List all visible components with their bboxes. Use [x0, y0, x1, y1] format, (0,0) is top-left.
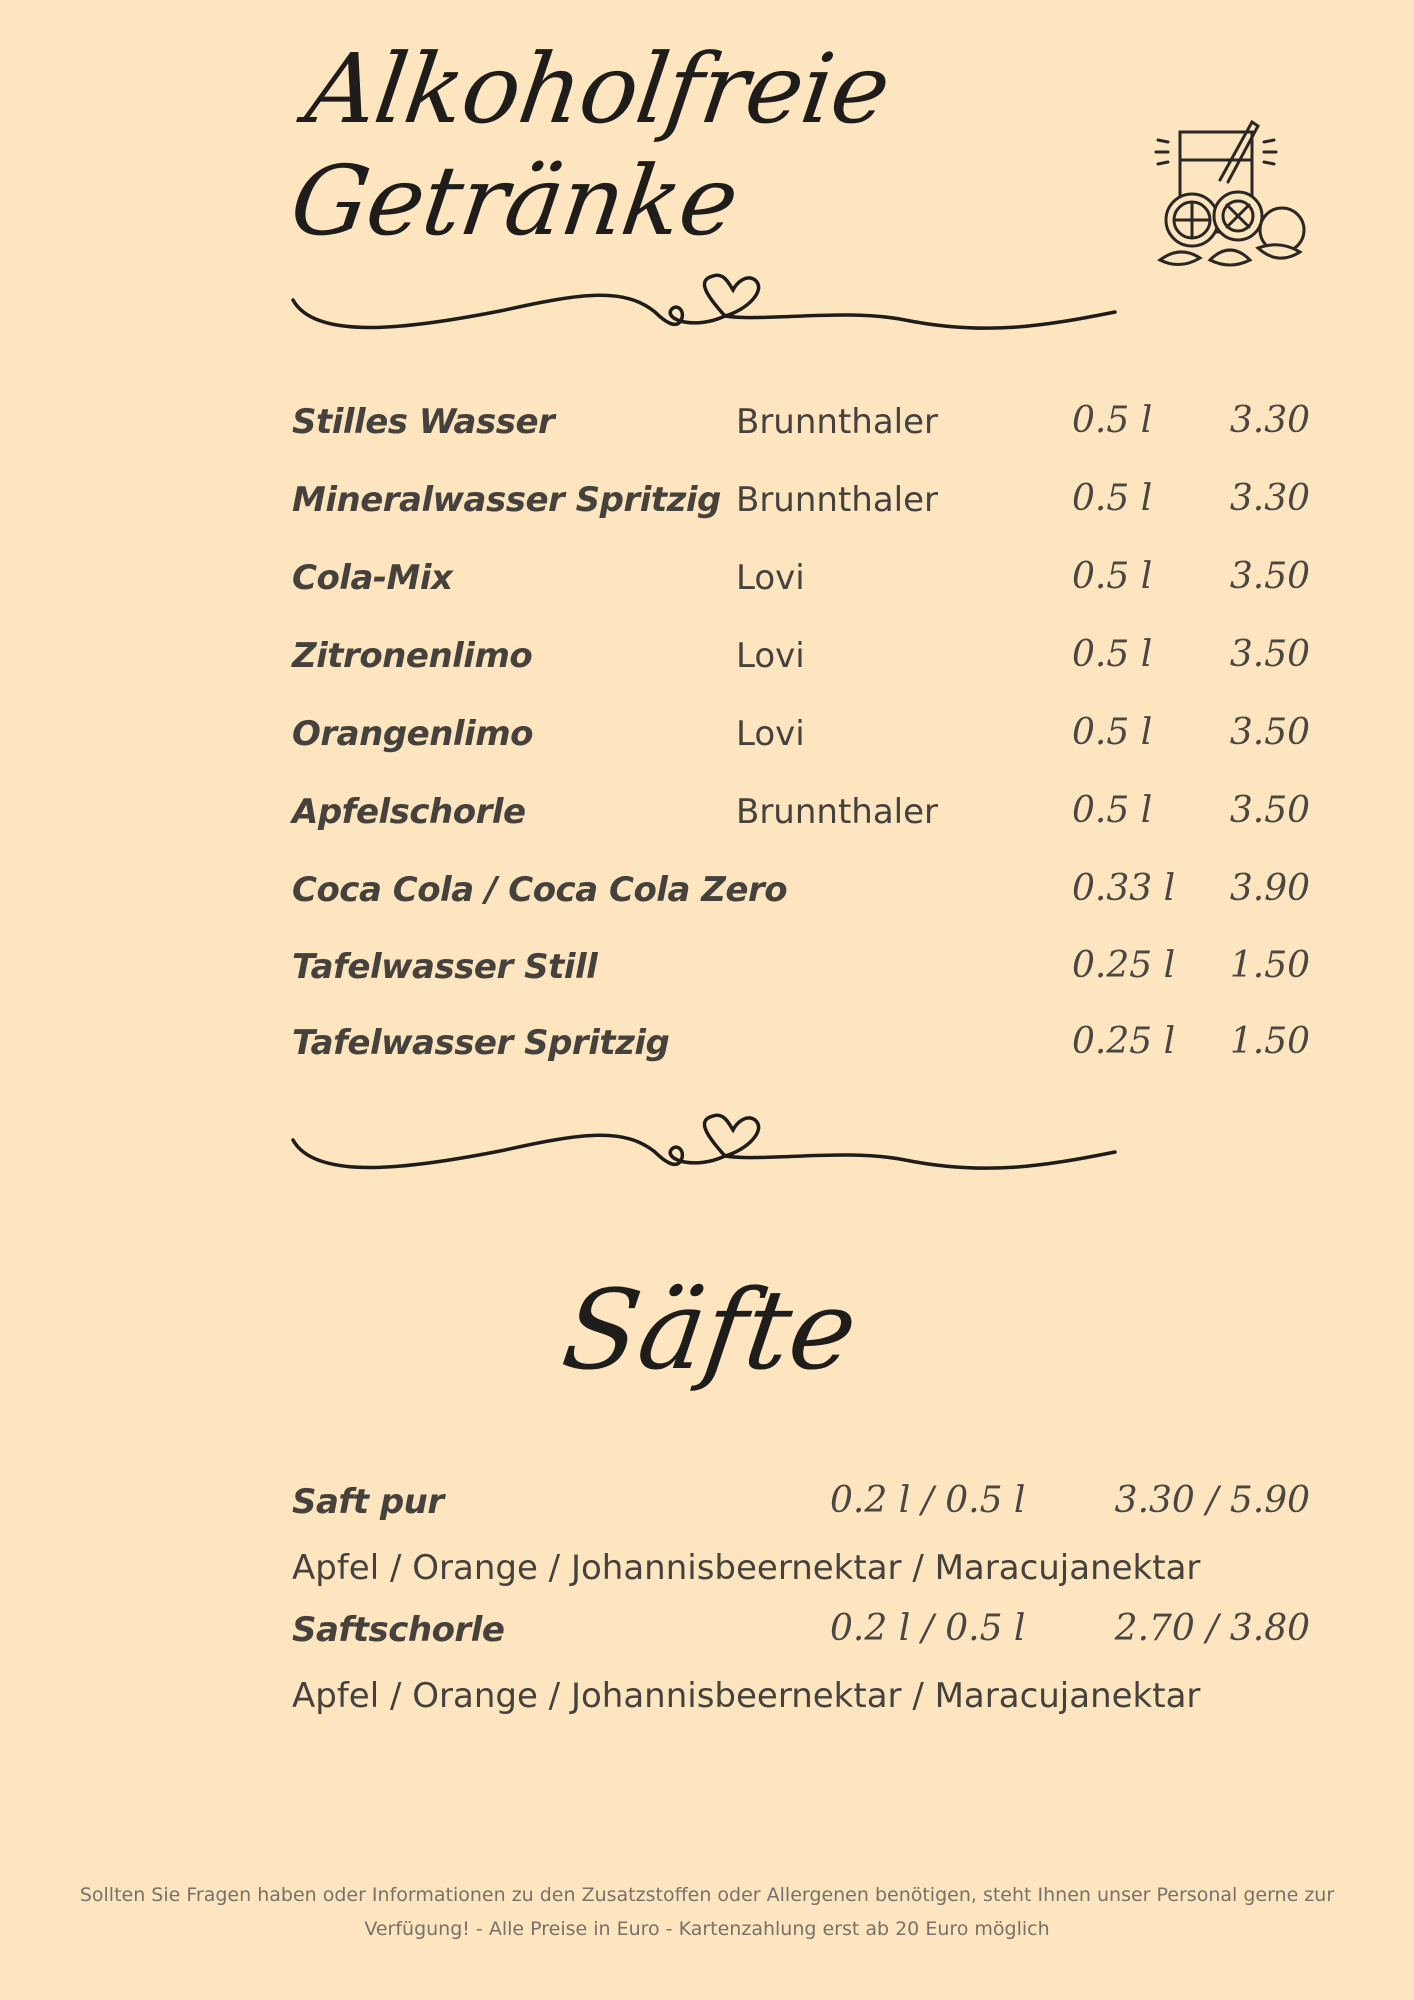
drink-name: Stilles Wasser — [292, 402, 555, 442]
drink-volume: 0.5 l — [1072, 400, 1153, 441]
drink-price: 1.50 — [1229, 945, 1310, 986]
ornamental-divider-heart-icon — [285, 1090, 1125, 1190]
drink-price: 3.50 — [1229, 634, 1310, 675]
drink-price: 3.50 — [1229, 556, 1310, 597]
footer-note — [50, 1878, 1364, 1946]
juice-price: 2.70 / 3.80 — [1114, 1608, 1310, 1649]
drink-brand: Lovi — [736, 636, 805, 676]
drink-brand: Lovi — [736, 558, 805, 598]
drink-name: Mineralwasser Spritzig — [292, 480, 721, 520]
drink-brand: Brunnthaler — [736, 480, 939, 520]
drink-price: 3.30 — [1229, 478, 1310, 519]
list-item — [0, 937, 1414, 997]
drink-volume: 0.33 l — [1072, 868, 1176, 909]
juice-varieties: Apfel / Orange / Johannisbeernektar / Maracujanektar — [292, 1676, 1201, 1716]
list-item — [0, 860, 1414, 920]
drink-price: 3.30 — [1229, 400, 1310, 441]
juice-varieties: Apfel / Orange / Johannisbeernektar / Maracujanektar — [292, 1548, 1201, 1588]
list-item — [0, 782, 1414, 842]
drink-volume: 0.25 l — [1072, 1021, 1176, 1062]
drink-name: Tafelwasser Spritzig — [292, 1023, 670, 1063]
drink-brand: Brunnthaler — [736, 402, 939, 442]
drink-name: Orangenlimo — [292, 714, 534, 754]
drink-volume: 0.5 l — [1072, 634, 1153, 675]
list-item — [0, 392, 1414, 452]
section-title: Säfte — [555, 1266, 865, 1394]
list-item — [0, 1600, 1414, 1660]
drink-volume: 0.5 l — [1072, 556, 1153, 597]
list-item — [0, 548, 1414, 608]
drink-name: Cola-Mix — [292, 558, 453, 598]
drink-price: 3.50 — [1229, 790, 1310, 831]
drink-name: Apfelschorle — [292, 792, 526, 832]
list-item — [0, 626, 1414, 686]
drink-name: Tafelwasser Still — [292, 947, 598, 987]
drink-volume: 0.5 l — [1072, 478, 1153, 519]
drink-price: 3.90 — [1229, 868, 1310, 909]
juice-price: 3.30 / 5.90 — [1114, 1480, 1310, 1521]
drink-volume: 0.5 l — [1072, 790, 1153, 831]
drink-name: Coca Cola / Coca Cola Zero — [292, 870, 788, 910]
drink-volume: 0.5 l — [1072, 712, 1153, 753]
juice-name: Saftschorle — [292, 1610, 505, 1650]
drink-price: 1.50 — [1229, 1021, 1310, 1062]
juice-volume: 0.2 l / 0.5 l — [830, 1480, 1026, 1521]
juice-volume: 0.2 l / 0.5 l — [830, 1608, 1026, 1649]
ornamental-divider-heart-icon — [285, 250, 1125, 350]
juice-name: Saft pur — [292, 1482, 444, 1522]
juice-glass-icon — [1140, 120, 1320, 290]
drink-brand: Lovi — [736, 714, 805, 754]
drink-volume: 0.25 l — [1072, 945, 1176, 986]
list-item — [0, 1472, 1414, 1532]
drink-brand: Brunnthaler — [736, 792, 939, 832]
footer-line: Sollten Sie Fragen haben oder Informationen zu den Zusatzstoffen oder Allergenen benötigen, steht Ihnen unser Personal gerne zur — [79, 1884, 1335, 1906]
drink-price: 3.50 — [1229, 712, 1310, 753]
list-item — [0, 704, 1414, 764]
drink-name: Zitronenlimo — [292, 636, 533, 676]
list-item — [0, 470, 1414, 530]
footer-line: Verfügung! - Alle Preise in Euro - Kartenzahlung erst ab 20 Euro möglich — [364, 1918, 1050, 1940]
page-title: Alkoholfreie Getränke — [284, 33, 896, 257]
list-item — [0, 1013, 1414, 1073]
